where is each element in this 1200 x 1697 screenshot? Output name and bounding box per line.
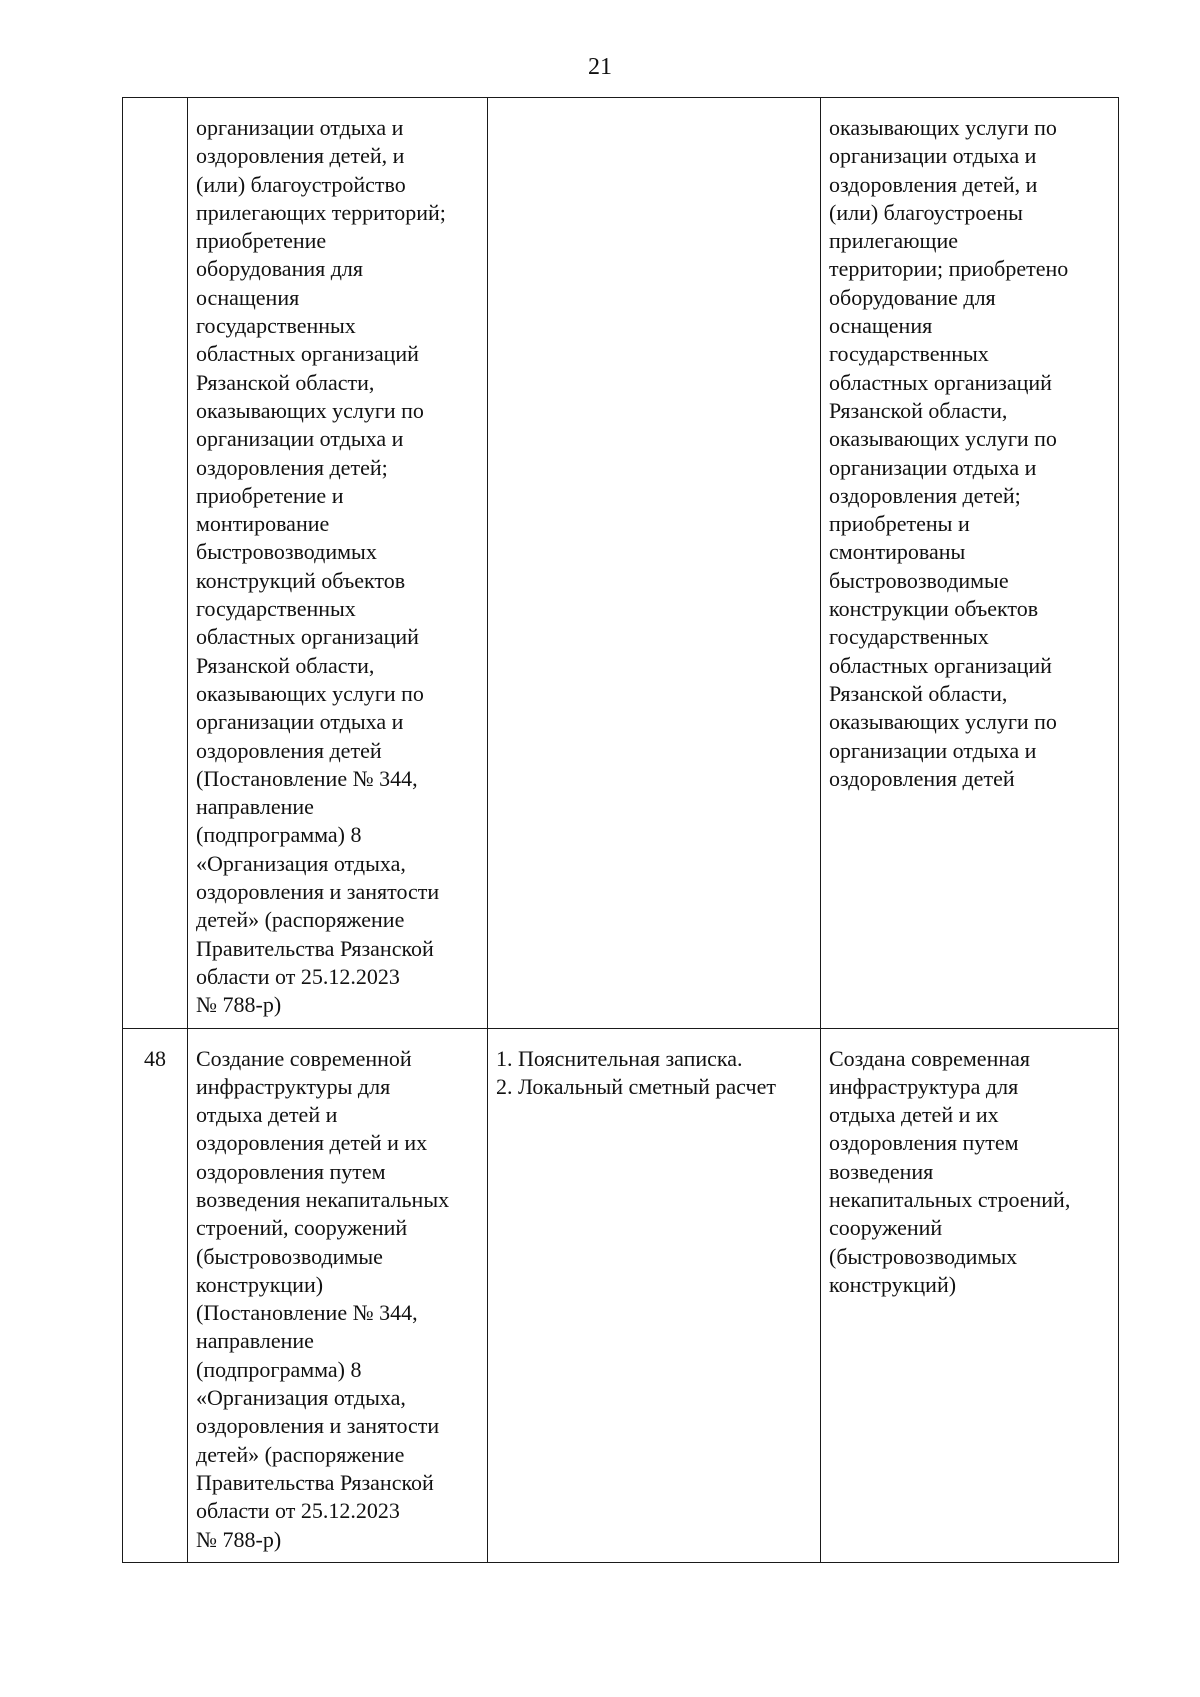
- table-row: [123, 1028, 1119, 1562]
- page-number: 21: [588, 54, 612, 80]
- document-table: [122, 97, 1119, 1563]
- table-row: [123, 98, 1119, 1029]
- row-number-cell: [123, 98, 188, 1029]
- row-number-cell: 48: [123, 1028, 188, 1562]
- result-cell: оказывающих услуги по организации отдыха и оздоровления детей, и (или) благоустроены прилегающие территории; приобретено оборудование для оснащения государственных областных организаций Рязанской области, оказывающих услуги по организации отдыха и оздоровления детей; приобретены и смонтированы быстровозводимые конструкции объектов государственных областных организаций Рязанской области, оказывающих услуги по организации отдыха и оздоровления детей: [821, 98, 1119, 1029]
- event-name-cell: организации отдыха и оздоровления детей, и (или) благоустройство прилегающих территорий; приобретение оборудования для оснащения государственных областных организаций Рязанской области, оказывающих услуги по организации отдыха и оздоровления детей; приобретение и монтирование быстровозводимых конструкций объектов государственных областных организаций Рязанской области, оказывающих услуги по организации отдыха и оздоровления детей (Постановление № 344, направление (подпрограмма) 8 «Организация отдыха, оздоровления и занятости детей» (распоряжение Правительства Рязанской области от 25.12.2023 № 788-р): [188, 98, 488, 1029]
- documents-cell: [488, 98, 821, 1029]
- event-name-cell: Создание современной инфраструктуры для отдыха детей и оздоровления детей и их оздоровления путем возведения некапитальных строений, сооружений (быстровозводимые конструкции) (Постановление № 344, направление (подпрограмма) 8 «Организация отдыха, оздоровления и занятости детей» (распоряжение Правительства Рязанской области от 25.12.2023 № 788-р): [188, 1028, 488, 1562]
- documents-cell: 1. Пояснительная записка. 2. Локальный сметный расчет: [488, 1028, 821, 1562]
- result-cell: Создана современная инфраструктура для отдыха детей и их оздоровления путем возведения некапитальных строений, сооружений (быстровозводимых конструкций): [821, 1028, 1119, 1562]
